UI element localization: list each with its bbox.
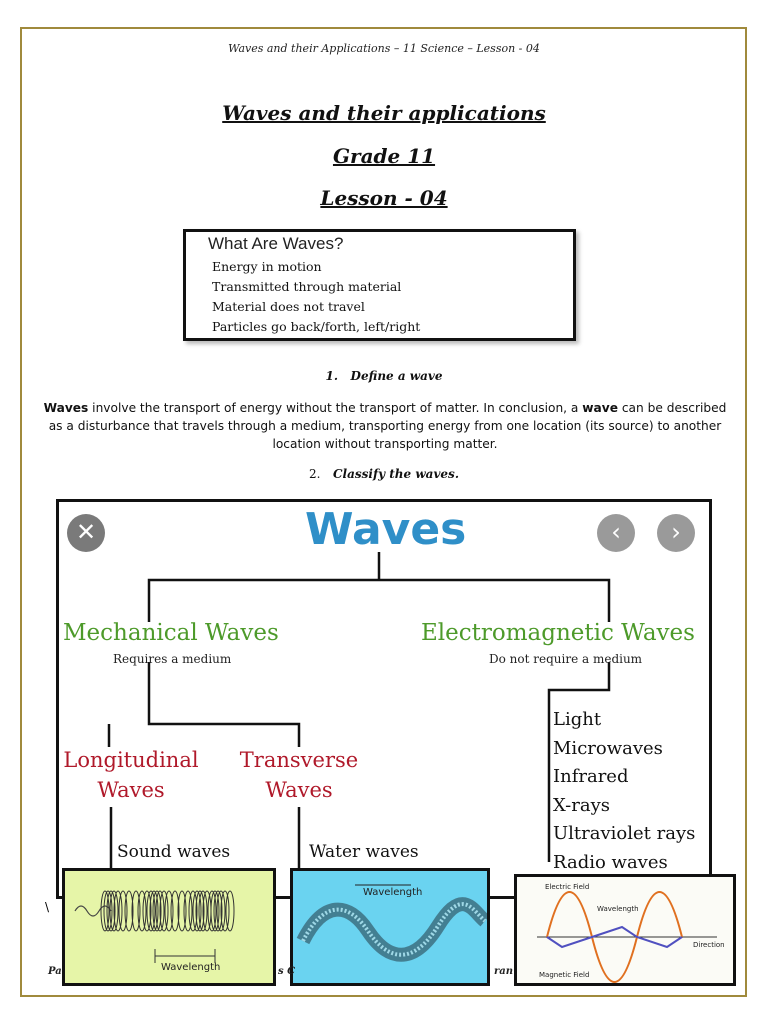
question-1-text: Define a wave <box>350 369 443 383</box>
transverse-waves-label <box>237 745 361 805</box>
electromagnetic-waves-sub: Do not require a medium <box>489 652 643 666</box>
transverse-wave-image <box>290 868 490 986</box>
spring-coil <box>138 891 146 931</box>
mechanical-waves-sub: Requires a medium <box>113 652 232 666</box>
slinky-wavelength-label: Wavelength <box>363 887 423 898</box>
em-wavelength-label: Wavelength <box>597 905 639 913</box>
footer-fragment-left: Pa <box>48 966 62 977</box>
em-list-item: Infrared <box>553 766 629 787</box>
what-are-waves-box <box>183 229 576 341</box>
longitudinal-line2: Waves <box>97 778 165 802</box>
grade-title: Grade 11 <box>332 144 436 168</box>
em-list-item: X-rays <box>553 794 610 816</box>
close-icon[interactable]: ✕ <box>67 514 105 552</box>
page-title: Waves and their applications <box>222 101 546 125</box>
question-2-number: 2. <box>309 467 321 481</box>
lesson-title: Lesson - 04 <box>320 186 448 210</box>
direction-label: Direction <box>693 941 725 949</box>
em-list-item: Microwaves <box>553 737 663 759</box>
spring-wavelength-label: Wavelength <box>161 962 221 973</box>
wave-point: Energy in motion <box>212 259 322 274</box>
em-wave-illustration <box>517 877 733 983</box>
slinky-illustration <box>293 871 487 983</box>
spring-coil <box>226 891 234 931</box>
running-header: Waves and their Applications – 11 Science – Lesson - 04 <box>228 42 540 55</box>
what-are-waves-question: What Are Waves? <box>208 234 344 253</box>
question-1-number: 1. <box>325 369 338 383</box>
wave-point: Particles go back/forth, left/right <box>212 319 421 334</box>
diagram-title: Waves <box>305 504 467 555</box>
mechanical-waves-label: Mechanical Waves <box>63 620 279 646</box>
question-2-text: Classify the waves. <box>333 467 459 481</box>
em-list <box>553 706 695 877</box>
electromagnetic-waves-label: Electromagnetic Waves <box>421 620 695 646</box>
term-waves: Waves <box>43 401 89 415</box>
question-1-heading <box>0 369 768 383</box>
transverse-line1: Transverse <box>239 748 359 772</box>
water-waves-label: Water waves <box>309 842 419 862</box>
wave-point: Transmitted through material <box>212 279 402 294</box>
wave-point: Material does not travel <box>212 299 365 314</box>
chevron-left-icon[interactable]: ‹ <box>597 514 635 552</box>
em-list-item: Radio waves <box>553 851 668 873</box>
spring-coil <box>184 891 192 931</box>
sound-waves-label: Sound waves <box>117 842 231 862</box>
stray-backslash: \ <box>45 900 50 914</box>
em-wave-image <box>514 874 736 986</box>
magnetic-field-label: Magnetic Field <box>539 971 590 979</box>
transverse-line2: Waves <box>265 778 333 802</box>
definition-text: involve the transport of energy without the transport of matter. In conclusion, a <box>88 401 583 415</box>
question-2-heading <box>0 467 768 481</box>
wave-classification-diagram <box>56 499 712 899</box>
chevron-right-icon[interactable]: › <box>657 514 695 552</box>
term-wave: wave <box>582 401 618 415</box>
longitudinal-waves-label <box>61 745 201 805</box>
longitudinal-wave-image <box>62 868 276 986</box>
wave-definition <box>40 399 730 453</box>
electric-field-label: Electric Field <box>545 883 590 891</box>
spring-illustration <box>65 871 273 983</box>
footer-fragment-right: ran <box>494 966 514 977</box>
footer-fragment-mid: s C <box>278 966 296 977</box>
definition-text-2: can be described as a disturbance that travels through a medium, transporting energy from one location (its source) to another location without transporting matter. <box>48 401 727 451</box>
em-list-item: Ultraviolet rays <box>553 823 696 844</box>
longitudinal-line1: Longitudinal <box>63 748 199 772</box>
em-list-item: Light <box>553 709 602 730</box>
